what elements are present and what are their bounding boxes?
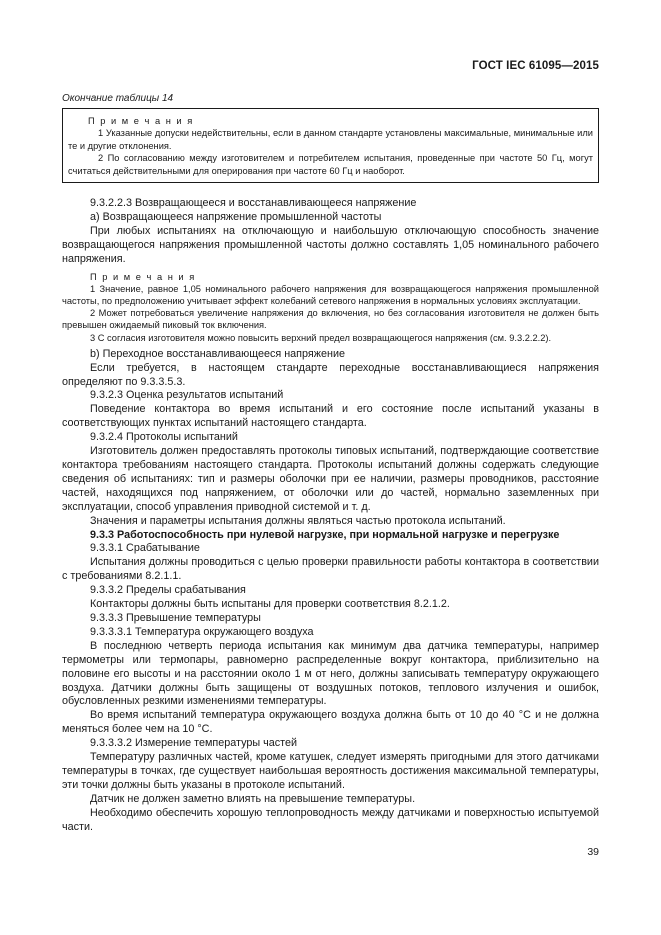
- section-heading: 9.3.2.3 Оценка результатов испытаний: [90, 389, 284, 402]
- page-number: 39: [587, 846, 599, 858]
- paragraph: Во время испытаний температура окружающего воздуха должна быть от 10 до 40 °С и не должна меняться более чем на 10 °С.: [62, 709, 599, 736]
- paragraph: Необходимо обеспечить хорошую теплопроводность между датчиками и поверхностью испытуемой части.: [62, 806, 599, 833]
- table-note-1: 1 Указанные допуски недействительны, если в данном стандарте установлены максимальные, минимальные или те и другие отклонения.: [68, 128, 593, 151]
- section-heading: 9.3.3.3 Превышение температуры: [90, 611, 261, 624]
- subsection-heading: а) Возвращающееся напряжение промышленной частоты: [90, 210, 382, 223]
- paragraph: Датчик не должен заметно влиять на превышение температуры.: [90, 792, 416, 805]
- section-heading: 9.3.3.3.1 Температура окружающего воздуха: [90, 625, 314, 638]
- paragraph: Контакторы должны быть испытаны для проверки соответствия 8.2.1.2.: [90, 598, 450, 611]
- paragraph: Изготовитель должен предоставлять протоколы типовых испытаний, подтверждающие соответствие контактора требованиям настоящего стандарта. Протоколы испытаний должны содержать следующие сведения об испытаниях: тип и размеры оболочки при ее наличии, размеры проводников, расстояние частей, находящихся под напряжением, от оболочки или до частей, нормально заземленных при эксплуатации, способ управления приводной системой и т. д.: [62, 445, 599, 513]
- section-heading: 9.3.3.2 Пределы срабатывания: [90, 584, 246, 597]
- paragraph: В последнюю четверть периода испытания как минимум два датчика температуры, например термометры или термопары, равномерно распределенные вокруг контактора, приблизительно на половине его высоты и на расстоянии около 1 м от него, должны записывать температуру окружающего воздуха. Датчики должны быть защищены от воздушных потоков, теплового излучения и ошибок, обусловленных резкими изменениями температуры.: [62, 639, 599, 708]
- document-body: [62, 197, 599, 834]
- table-notes-title: П р и м е ч а н и я: [88, 116, 194, 126]
- section-heading-bold: 9.3.3 Работоспособность при нулевой нагрузке, при нормальной нагрузке и перегрузке: [90, 528, 560, 541]
- table-note-2: 2 По согласованию между изготовителем и потребителем испытания, проведенные при частоте 50 Гц, могут считаться действительными для оперирования при частоте 60 Гц и наоборот.: [68, 153, 593, 176]
- paragraph: При любых испытаниях на отключающую и наибольшую отключающую способность значение возвращающегося напряжения промышленной частоты должно составлять 1,05 номинального рабочего напряжения.: [62, 224, 599, 265]
- note-3: 3 С согласия изготовителя можно повысить верхний предел возвращающегося напряжения (см. 9.3.2.2.2).: [90, 332, 552, 343]
- paragraph: Температуру различных частей, кроме катушек, следует измерять пригодными для этого датчиками температуры в точках, где существует наибольшая вероятность достижения максимальной температуры, эти точки должны быть указаны в протоколе испытаний.: [62, 751, 599, 791]
- subsection-heading: b) Переходное восстанавливающееся напряжение: [90, 347, 345, 360]
- note-2: 2 Может потребоваться увеличение напряжения до включения, но без согласования изготовителя не должен быть превышен ожидаемый пиковый ток включения.: [62, 308, 599, 331]
- section-heading: 9.3.2.2.3 Возвращающееся и восстанавливающееся напряжение: [90, 197, 417, 209]
- section-heading: 9.3.3.3.2 Измерение температуры частей: [90, 737, 298, 750]
- paragraph: Поведение контактора во время испытаний и его состояние после испытаний указаны в соответствующих пунктах испытаний настоящего стандарта.: [62, 403, 599, 430]
- document-header: ГОСТ IEC 61095—2015: [472, 60, 599, 72]
- section-heading: 9.3.2.4 Протоколы испытаний: [90, 431, 238, 444]
- notes-title: П р и м е ч а н и я: [90, 271, 196, 282]
- paragraph: Значения и параметры испытания должны являться частью протокола испытаний.: [90, 514, 506, 527]
- paragraph: Если требуется, в настоящем стандарте переходные восстанавливающиеся напряжения определяют по 9.3.3.5.3.: [62, 361, 599, 388]
- table-caption: Окончание таблицы 14: [62, 93, 174, 104]
- section-heading: 9.3.3.1 Срабатывание: [90, 542, 200, 555]
- paragraph: Испытания должны проводиться с целью проверки правильности работы контактора в соответствии с требованиями 8.2.1.1.: [62, 556, 599, 583]
- note-1: 1 Значение, равное 1,05 номинального рабочего напряжения для возвращающегося напряжения промышленной частоты, по предположению учитывает эффект колебаний сетевого напряжения в нормальных условиях эксплуатации.: [62, 283, 599, 306]
- notes-block: [62, 271, 599, 344]
- table-notes-box: [62, 108, 599, 183]
